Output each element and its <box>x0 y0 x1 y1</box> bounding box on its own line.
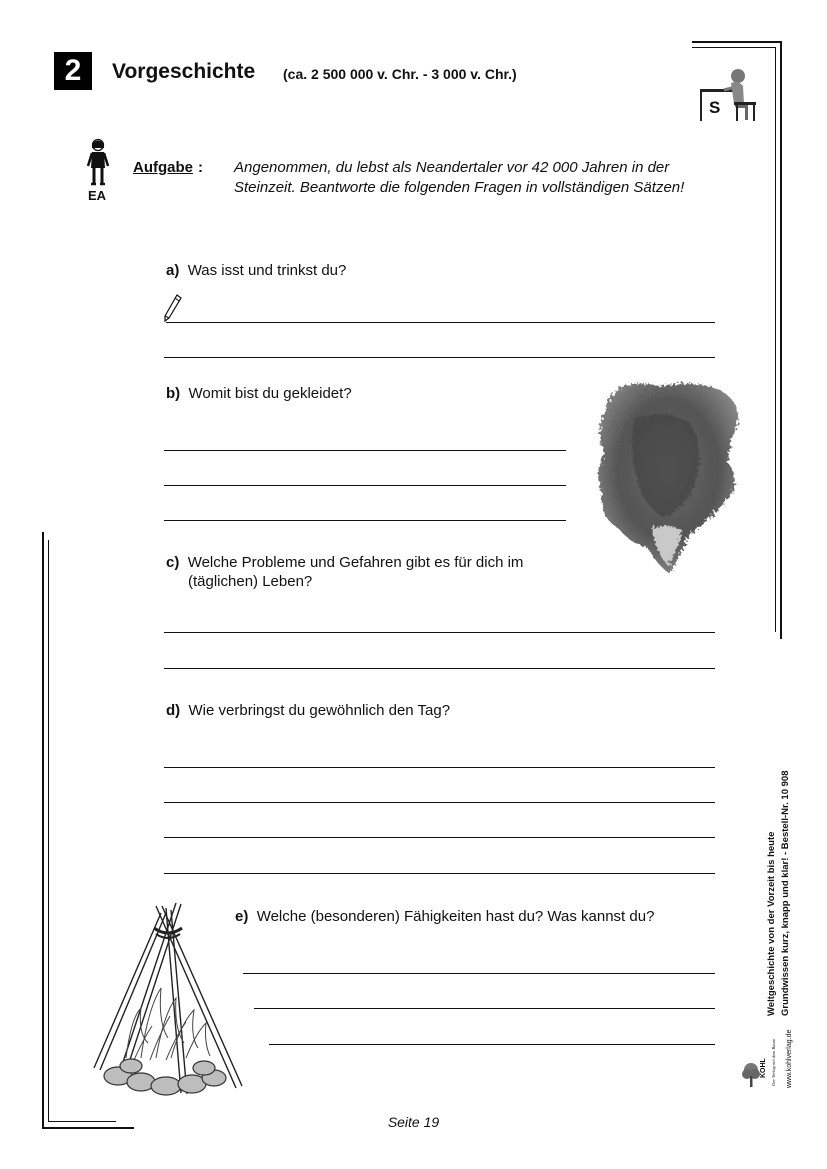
frame-right-outer <box>780 41 782 639</box>
answer-line-d4[interactable] <box>164 873 715 874</box>
question-text: Womit bist du gekleidet? <box>188 385 352 402</box>
question-letter: d) <box>166 702 181 719</box>
mode-label: EA <box>88 188 107 203</box>
level-badge: S <box>709 98 721 117</box>
answer-line-b2[interactable] <box>164 485 566 486</box>
publisher-logo-text: KOHL <box>760 1058 767 1078</box>
question-a <box>166 262 346 279</box>
question-b <box>166 385 352 402</box>
question-text: Wie verbringst du gewöhnlich den Tag? <box>188 702 451 719</box>
task-label: Aufgabe <box>133 159 193 176</box>
task-text: Angenommen, du lebst als Neandertaler vor 42 000 Jahren in der Steinzeit. Beantworte die folgenden Fragen in vollständigen Sätzen! <box>234 159 685 196</box>
question-letter: c) <box>166 554 180 571</box>
chapter-number: 2 <box>54 52 92 90</box>
frame-right-inner <box>775 47 776 632</box>
answer-line-d3[interactable] <box>164 837 715 838</box>
page-period: (ca. 2 500 000 v. Chr. - 3 000 v. Chr.) <box>283 66 517 82</box>
question-text: Welche Probleme und Gefahren gibt es für dich im <box>187 554 524 571</box>
question-e <box>235 908 654 925</box>
question-letter: e) <box>235 908 249 925</box>
question-text-cont: (täglichen) Leben? <box>188 573 313 590</box>
student-figure-icon <box>86 138 110 188</box>
answer-line-c2[interactable] <box>164 668 715 669</box>
tree-logo-icon <box>742 1062 760 1088</box>
question-letter: b) <box>166 385 181 402</box>
answer-line-b1[interactable] <box>164 450 566 451</box>
pencil-icon <box>163 293 183 323</box>
answer-line-a2[interactable] <box>164 357 715 358</box>
answer-line-a1[interactable] <box>166 322 715 323</box>
publisher-slogan: Der Verlag mit dem Baum <box>771 1039 776 1086</box>
answer-line-c1[interactable] <box>164 632 715 633</box>
seated-student-icon <box>698 66 760 122</box>
question-letter: a) <box>166 262 180 279</box>
publisher-line-2: Grundwissen kurz, knapp und klar! - Bestell-Nr. 10 908 <box>780 770 791 1016</box>
answer-line-d2[interactable] <box>164 802 715 803</box>
frame-left-inner <box>48 540 49 1122</box>
answer-line-e2[interactable] <box>254 1008 715 1009</box>
page-number: Seite 19 <box>387 1114 440 1130</box>
question-text: Welche (besonderen) Fähigkeiten hast du? Was kannst du? <box>256 908 655 925</box>
frame-top-inner <box>692 47 776 48</box>
answer-line-e3[interactable] <box>269 1044 715 1045</box>
answer-line-d1[interactable] <box>164 767 715 768</box>
answer-line-e1[interactable] <box>243 973 715 974</box>
question-c <box>166 553 523 591</box>
campfire-image <box>86 898 249 1103</box>
publisher-line-1: Weltgeschichte von der Vorzeit bis heute <box>766 831 777 1016</box>
frame-top-outer <box>692 41 782 43</box>
question-d <box>166 702 450 719</box>
answer-line-b3[interactable] <box>164 520 566 521</box>
fur-pelt-image <box>590 378 745 578</box>
question-text: Was isst und trinkst du? <box>187 262 347 279</box>
publisher-web: www.kohlverlag.de <box>786 1029 793 1088</box>
task-colon: : <box>198 159 203 176</box>
frame-left-outer <box>42 532 44 1128</box>
page-title: Vorgeschichte <box>112 60 256 83</box>
